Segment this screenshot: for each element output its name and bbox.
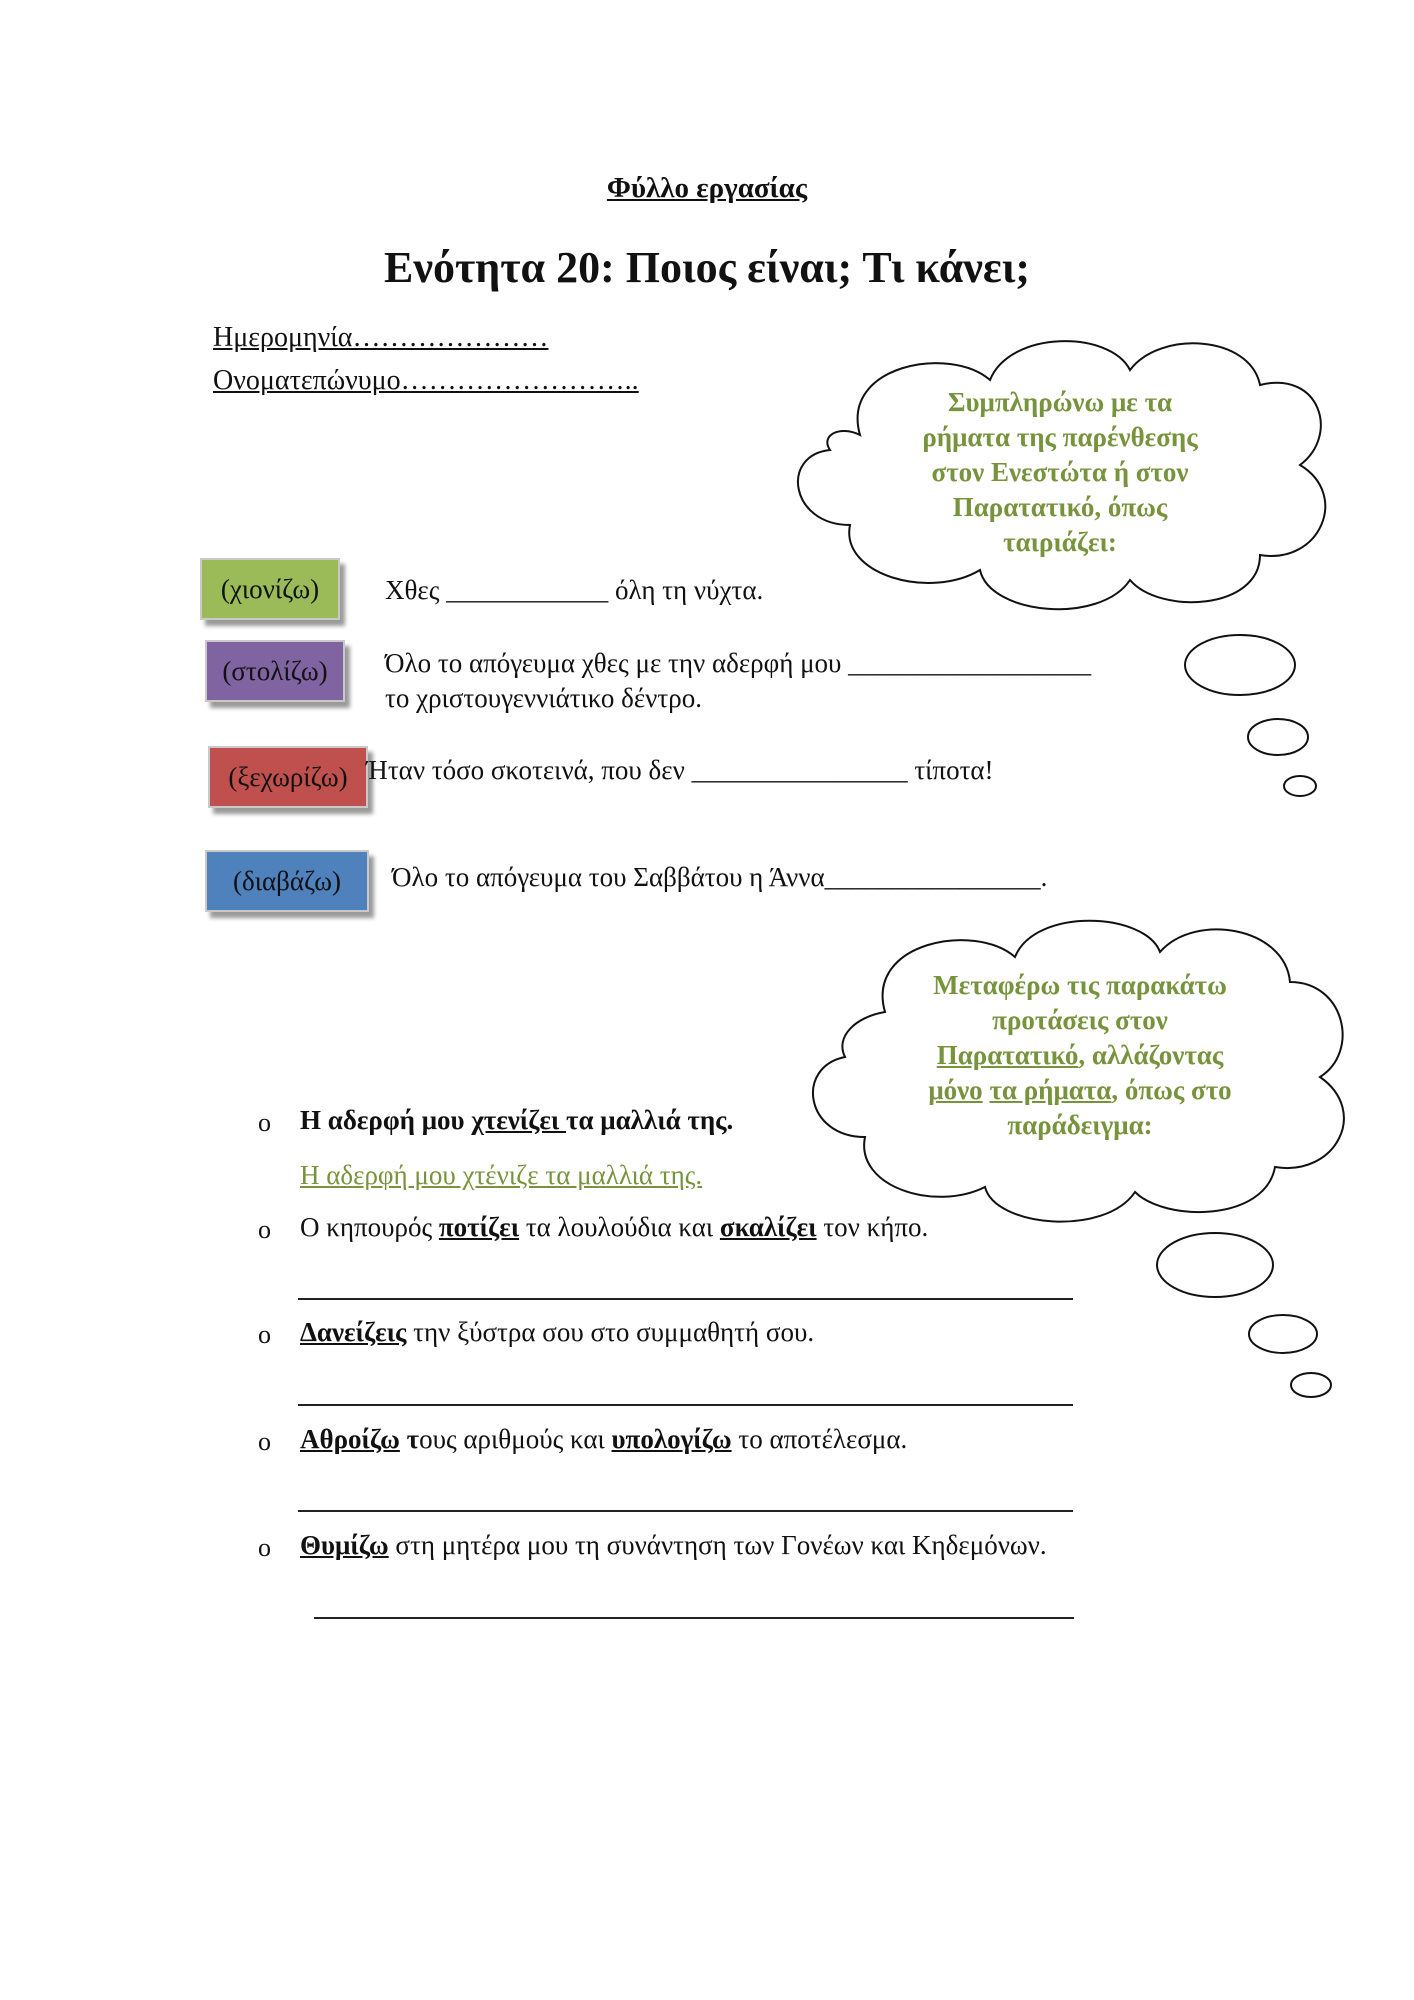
text-part: Ο κηπουρός <box>300 1212 439 1242</box>
bullet: o <box>258 1108 271 1137</box>
bullet: o <box>258 1320 271 1349</box>
item-2-sentence <box>300 1317 814 1348</box>
text-part: τ <box>399 1424 420 1454</box>
answer-line-4[interactable] <box>314 1617 1074 1619</box>
cloud-2-text <box>870 968 1290 1143</box>
text-part: το αποτέλεσμα. <box>731 1424 908 1454</box>
verb-underlined: Δανείζεις <box>300 1317 407 1347</box>
text-part: τα μαλλιά της. <box>566 1105 734 1135</box>
bullet: o <box>258 1427 271 1456</box>
cloud-2-word: , αλλάζοντας <box>1078 1040 1224 1070</box>
cloud-2-line <box>870 1038 1290 1073</box>
sentence-2-cont: το χριστουγεννιάτικο δέντρο. <box>385 683 702 713</box>
text-part: τον κήπο. <box>816 1212 929 1242</box>
verb-underlined: υπολογίζω <box>611 1424 732 1454</box>
verb-underlined: Θυμίζω <box>300 1530 389 1560</box>
cloud-1-line: Παρατατικό, όπως <box>952 492 1168 522</box>
item-3-sentence <box>300 1424 907 1455</box>
item-1-sentence <box>300 1212 928 1243</box>
cloud-2-line <box>870 1073 1290 1108</box>
answer-line-2[interactable] <box>298 1404 1073 1406</box>
cloud-1-line: ρήματα της παρένθεσης <box>922 422 1198 452</box>
sentence-1: Χθες ____________ όλη τη νύχτα. <box>385 575 764 605</box>
verb-underlined: Αθροίζω <box>300 1424 400 1454</box>
text-part: ους αριθμούς και <box>419 1424 612 1454</box>
cloud-2-line: παράδειγμα: <box>1007 1110 1153 1140</box>
verb-box-diavazo: (διαβάζω) <box>205 850 369 912</box>
verb-box-stolizo: (στολίζω) <box>205 640 345 702</box>
cloud-2-line: προτάσεις στον <box>992 1005 1168 1035</box>
verb-box-xionizo: (χιονίζω) <box>200 558 340 620</box>
item-4-sentence <box>300 1530 1047 1561</box>
cloud-1-line: στον Ενεστώτα ή στον <box>931 457 1189 487</box>
bullet: o <box>258 1215 271 1244</box>
page-title: Ενότητα 20: Ποιος είναι; Τι κάνει; <box>383 243 1030 292</box>
cloud-2-word: μόνο <box>928 1075 983 1105</box>
answer-line-3[interactable] <box>298 1510 1073 1512</box>
verb-underlined: χτενίζει <box>471 1105 567 1135</box>
example-sentence <box>300 1105 733 1136</box>
name-field[interactable]: Ονοματεπώνυμο…………………….. <box>213 365 639 396</box>
cloud-2-word: Παρατατικό <box>936 1040 1079 1070</box>
cloud-1-line: ταιριάζει: <box>1003 527 1117 557</box>
verb-box-xexorizo: (ξεχωρίζω) <box>208 746 368 808</box>
text-part: την ξύστρα σου στο συμμαθητή σου. <box>406 1317 815 1347</box>
sentence-2: Όλο το απόγευμα χθες με την αδερφή μου __________________ <box>385 648 1092 678</box>
date-field[interactable]: Ημερομηνία………………… <box>213 322 549 353</box>
cloud-1-line: Συμπληρώνω με τα <box>947 387 1173 417</box>
bullet: o <box>258 1533 271 1562</box>
sentence-3: Ήταν τόσο σκοτεινά, που δεν ________________ τίποτα! <box>366 755 994 785</box>
text-part: Η αδερφή μου <box>300 1105 472 1135</box>
example-answer: Η αδερφή μου χτένιζε τα μαλλιά της. <box>300 1160 703 1190</box>
sentence-4: Όλο το απόγευμα του Σαββάτου η Άννα________________. <box>392 862 1048 892</box>
cloud-2-word: , όπως στο <box>1111 1075 1232 1105</box>
text-part: στη μητέρα μου τη συνάντηση των Γονέων και Κηδεμόνων. <box>388 1530 1047 1560</box>
text-part: τα λουλούδια και <box>519 1212 720 1242</box>
answer-line-1[interactable] <box>298 1298 1073 1300</box>
verb-underlined: ποτίζει <box>438 1212 520 1242</box>
worksheet-label: Φύλλο εργασίας <box>606 172 808 204</box>
verb-underlined: σκαλίζει <box>719 1212 817 1242</box>
cloud-2-word: τα ρήματα <box>989 1075 1112 1105</box>
cloud-1-text <box>860 385 1260 560</box>
cloud-2-line: Μεταφέρω τις παρακάτω <box>933 970 1227 1000</box>
